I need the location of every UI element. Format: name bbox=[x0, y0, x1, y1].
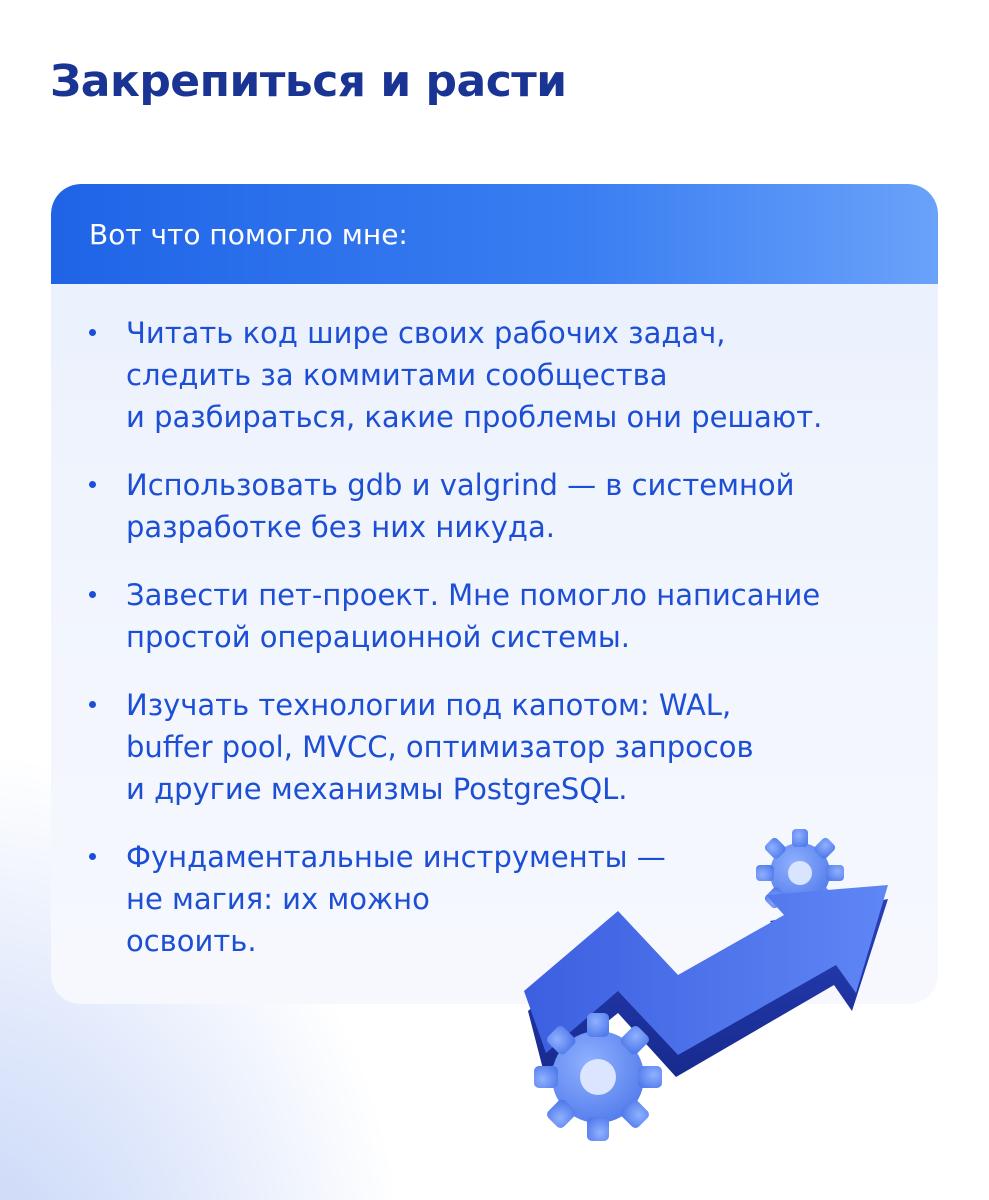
list-item bbox=[51, 464, 938, 548]
list-item bbox=[51, 684, 938, 810]
list-item bbox=[51, 312, 938, 438]
card-header bbox=[51, 184, 938, 284]
list-item bbox=[51, 574, 938, 658]
list-item-line: освоить. bbox=[126, 924, 257, 958]
growth-illustration bbox=[500, 815, 920, 1160]
bullet-icon bbox=[89, 853, 96, 860]
bullet-icon bbox=[89, 481, 96, 488]
list-item-line: и разбираться, какие проблемы они решают. bbox=[126, 400, 823, 434]
page-title: Закрепиться и расти bbox=[50, 56, 567, 107]
list-item-line: простой операционной системы. bbox=[126, 620, 631, 654]
list-item-line: Фундаментальные инструменты — bbox=[126, 840, 666, 874]
bullet-icon bbox=[89, 329, 96, 336]
list-item-line: разработке без них никуда. bbox=[126, 510, 555, 544]
list-item-line: Читать код шире своих рабочих задач, bbox=[126, 316, 726, 350]
list-item-line: не магия: их можно bbox=[126, 882, 430, 916]
list-item-line: Завести пет-проект. Мне помогло написание bbox=[126, 578, 821, 612]
list-item-line: Изучать технологии под капотом: WAL, bbox=[126, 688, 732, 722]
list-item-line: Использовать gdb и valgrind — в системной bbox=[126, 468, 795, 502]
list-item-line: buffer pool, MVCC, оптимизатор запросов bbox=[126, 730, 754, 764]
card-header-text: Вот что помогло мне: bbox=[89, 217, 408, 251]
bullet-icon bbox=[89, 701, 96, 708]
gear-icon bbox=[534, 1013, 662, 1141]
bullet-icon bbox=[89, 591, 96, 598]
list-item-line: следить за коммитами сообщества bbox=[126, 358, 668, 392]
list-item-line: и другие механизмы PostgreSQL. bbox=[126, 772, 628, 806]
